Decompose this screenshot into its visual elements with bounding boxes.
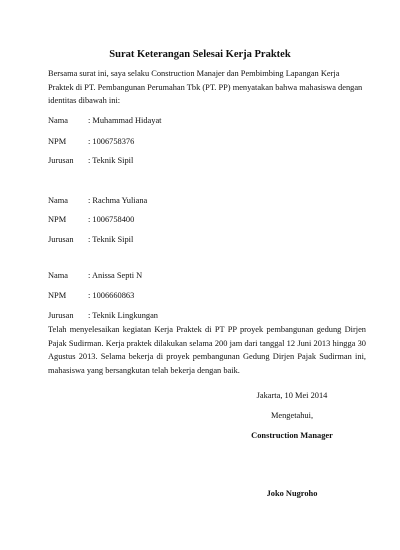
place-date: Jakarta, 10 Mei 2014 — [256, 391, 328, 400]
signer-name: Joko Nugroho — [266, 489, 318, 498]
npm-label: NPM — [48, 291, 67, 300]
department-label: Jurusan — [48, 235, 74, 244]
student-2-department: : Teknik Sipil — [88, 235, 134, 244]
npm-label: NPM — [48, 215, 67, 224]
student-3-name: : Anissa Septi N — [88, 271, 143, 280]
student-3-npm: : 1006660863 — [88, 291, 135, 300]
student-1-name: : Muhammad Hidayat — [88, 116, 162, 125]
npm-label: NPM — [48, 137, 67, 146]
student-1-name-row — [48, 114, 162, 127]
student-3-name-row — [48, 269, 142, 282]
student-3-department: : Teknik Lingkungan — [88, 311, 158, 320]
student-2-name: : Rachma Yuliana — [88, 196, 148, 205]
student-1-npm-row — [48, 135, 134, 148]
student-2-department-row — [48, 233, 133, 246]
student-2-npm-row — [48, 213, 134, 226]
name-label: Nama — [48, 271, 68, 280]
intro-paragraph: Bersama surat ini, saya selaku Construction Manajer dan Pembimbing Lapangan Kerja Praktek di PT. Pembangunan Perumahan Tbk (PT. PP) menyatakan bahwa mahasiswa dengan identitas dibawah ini: — [48, 69, 363, 105]
department-label: Jurusan — [48, 311, 74, 320]
student-3-npm-row — [48, 289, 134, 302]
signer-position: Construction Manager — [251, 431, 333, 440]
student-2-name-row — [48, 194, 147, 207]
name-label: Nama — [48, 196, 68, 205]
student-3-department-row — [48, 309, 158, 322]
name-label: Nama — [48, 116, 68, 125]
student-1-npm: : 1006758376 — [88, 137, 135, 146]
acknowledged-label: Mengetahui, — [270, 411, 314, 420]
letter-title: Surat Keterangan Selesai Kerja Praktek — [109, 49, 291, 60]
closing-paragraph: Telah menyelesaikan kegiatan Kerja Praktek di PT PP proyek pembangunan gedung Dirjen Pajak Sudirman. Kerja praktek dilakukan selama 200 jam dari tanggal 12 Juni 2013 hingga 30 Agustus 2013. Selama bekerja di proyek pembangunan Gedung Dirjen Pajak Sudirman ini, mahasiswa yang bersangkutan telah bekerja dengan baik. — [48, 325, 366, 375]
student-1-department: : Teknik Sipil — [88, 156, 134, 165]
student-1-department-row — [48, 154, 133, 167]
department-label: Jurusan — [48, 156, 74, 165]
student-2-npm: : 1006758400 — [88, 215, 135, 224]
